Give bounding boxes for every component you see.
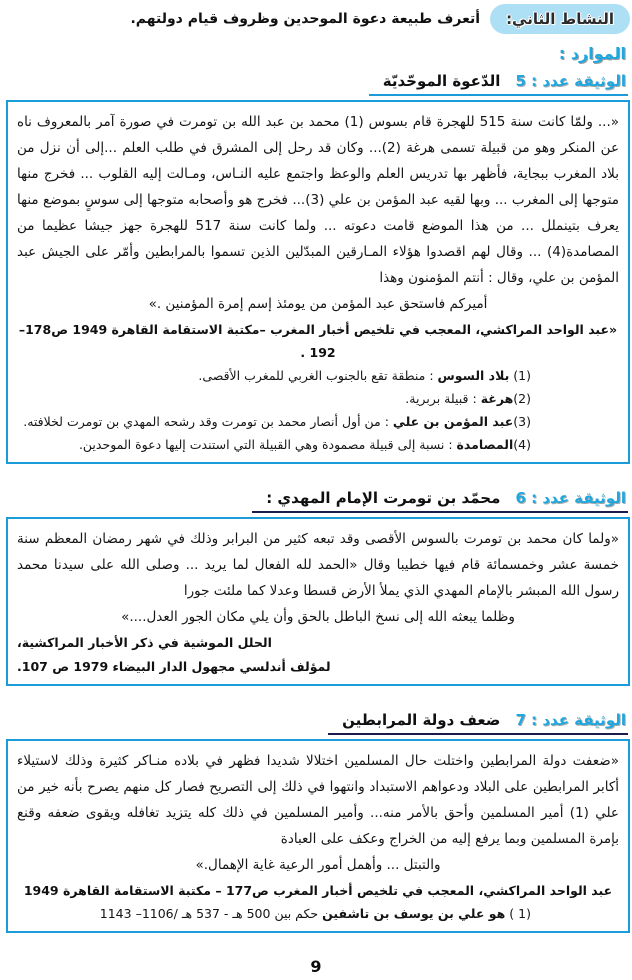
activity-text: أتعرف طبيعة دعوة الموحدين وظروف قيام دولتهم. [130,11,481,27]
document-7-footnotes [17,902,619,925]
document-5-label: الوثيقة عدد : 5 [515,72,626,90]
footnote-text: : من أول أنصار محمد بن تومرت وقد رشحه المهدي بن تومرت لخلافته. [23,414,389,429]
footnote-term: عبد المؤمن بن علي [392,414,514,429]
document-7-section [0,710,632,933]
footnote-term: المصامدة [456,437,514,452]
document-7-box [6,739,630,933]
document-5-footnotes [17,364,619,456]
footnote [23,902,531,925]
document-6-section [0,488,632,686]
document-5-heading-row [0,71,628,100]
document-6-body: «ولما كان محمد بن تومرت بالسوس الأقصى وقد تبعه كثير من البرابر وذلك في شهر رمضان المعظم سنة خمسة عشر وخمسمائة قام فيها خطيبا وقال «الحمد لله الفعال لما يريد ... وصلى الله على سيدنا محمد رسول الله المبشر بالإمام المهدي الذي يملأ الأرض قسطا وعدلا كما ملئت جورا [17,531,619,599]
footnote [23,364,531,387]
footnote-marker: (2) [513,391,531,406]
document-5-section [0,71,632,464]
footnote-text: : منطقة تقع بالجنوب الغربي للمغرب الأقصى. [198,368,434,383]
footnote [23,410,531,433]
footnote-term: هو علي بن يوسف بن تاشفين [322,906,506,921]
activity-pill [490,4,630,34]
document-7-label: الوثيقة عدد : 7 [515,711,626,729]
activity-label: النشاط الثاني: [506,10,614,28]
footnote-marker: (1) [513,368,531,383]
footnote-marker: (1 ) [509,906,531,921]
document-6-title: محمّد بن تومرت الإمام المهدي : [266,489,501,507]
document-6-body-last-line: وظلما يبعثه الله إلى نسخ الباطل بالحق وأن يلي مكان الجور العدل....» [121,609,515,625]
document-5-body-last-line: أميركم فاستحق عبد المؤمن من يومئذ إسم إمرة المؤمنين .» [148,296,488,312]
footnote-text: حكم بين 500 هـ - 537 هـ /1106– 1143 [99,906,319,921]
document-6-heading-row [0,488,628,517]
resources-label: الموارد : [558,44,626,63]
footnote-text: : نسبة إلى قبيلة مصمودة وهي القبيلة التي استندت إليها دعوة الموحدين. [78,437,453,452]
document-5-body: «... ولمّا كانت سنة 515 للهجرة قام بسوس (1) محمد بن عبد الله بن تومرت في صورة آمر بالمعروف ناه عن المنكر وهو من قبيلة تسمى هرغة (2)... وكان قد رحل إلى المشرق في طلب العلم ...إلى أن نزل من بلاد المغرب ببجاية، فأظهر بها تدريس العلم والوعظ واجتمع عليه النـاس، ومـالت إليه القلوب ... فخرج منها متوجها إلى المغرب ... وبها لقيه عبد المؤمن بن علي (3)... فخرج هو وأصحابه متوجها إلى سوسٍ بموضع منها يعرف بتينملل ... من هذا الموضع قامت دعوته ... ولما كانت سنة 517 للهجرة جهز جيشا عظيما من المصامدة(4) ... وقال لهم اقصدوا هؤلاء المـارقين المبدّلين الذين تسموا بالمرابطين وأمّر على الجيش عبد المؤمن بن علي، وقال : أنتم المؤمنون وهذا [17,114,620,286]
activity-banner [6,4,630,34]
footnote-marker: (4) [513,437,531,452]
document-7-body: «ضعفت دولة المرابطين واختلت حال المسلمين اختلالا شديدا فظهر في بلاده منـاكر كثيرة وذلك لاستيلاء أكابر المرابطين على البلاد ودعواهم الاستبداد وانتهوا في ذلك إلى التصريح فصار كل منهم يصرح بأنه خير من علي (1) أمير المسلمين وأحق بالأمر منه... وأمير المسلمين في ذلك كله يتزيد تغافله ويقوى ضعفه وقنع بإمرة المسلمين وبما يرفع إليه من الخراج وعكف على العبادة [17,753,619,847]
document-7-title: ضعف دولة المرابطين [342,711,501,729]
footnote-marker: (3) [513,414,531,429]
document-6-label: الوثيقة عدد : 6 [515,489,626,507]
footnote-term: هرغة [480,391,514,406]
page-number: 9 [310,957,322,976]
footnote [23,433,531,456]
document-6-heading [252,488,628,513]
document-6-box [6,517,630,686]
document-7-heading [328,710,628,735]
document-5-heading [369,71,628,96]
document-7-citation: عبد الواحد المراكشي، المعجب في تلخيص أخبار المغرب ص177 – مكتبة الاستقامة القاهرة 1949 [23,883,613,898]
document-5-citation: «عبد الواحد المراكشي، المعجب في تلخيص أخبار المغرب –مكتبة الاستقامة القاهرة 1949 ص178– 192 . [18,322,618,360]
document-6-citation-line-1: الحلل الموشية في ذكر الأخبار المراكشية، [17,635,272,650]
footnote-text: : قبيلة بربرية. [405,391,477,406]
document-7-heading-row [0,710,628,739]
document-5-title: الدّعوة الموحّديّة [382,72,501,90]
footnote [23,387,531,410]
footnote-term: بلاد السوس [437,368,510,383]
document-7-body-last-line: والتبتل ... وأهمل أمور الرعية غاية الإهمال.» [195,857,441,873]
document-5-box [6,100,630,464]
document-6-citation-line-2: لمؤلف أندلسي مجهول الدار البيضاء 1979 ص 107. [17,659,331,674]
